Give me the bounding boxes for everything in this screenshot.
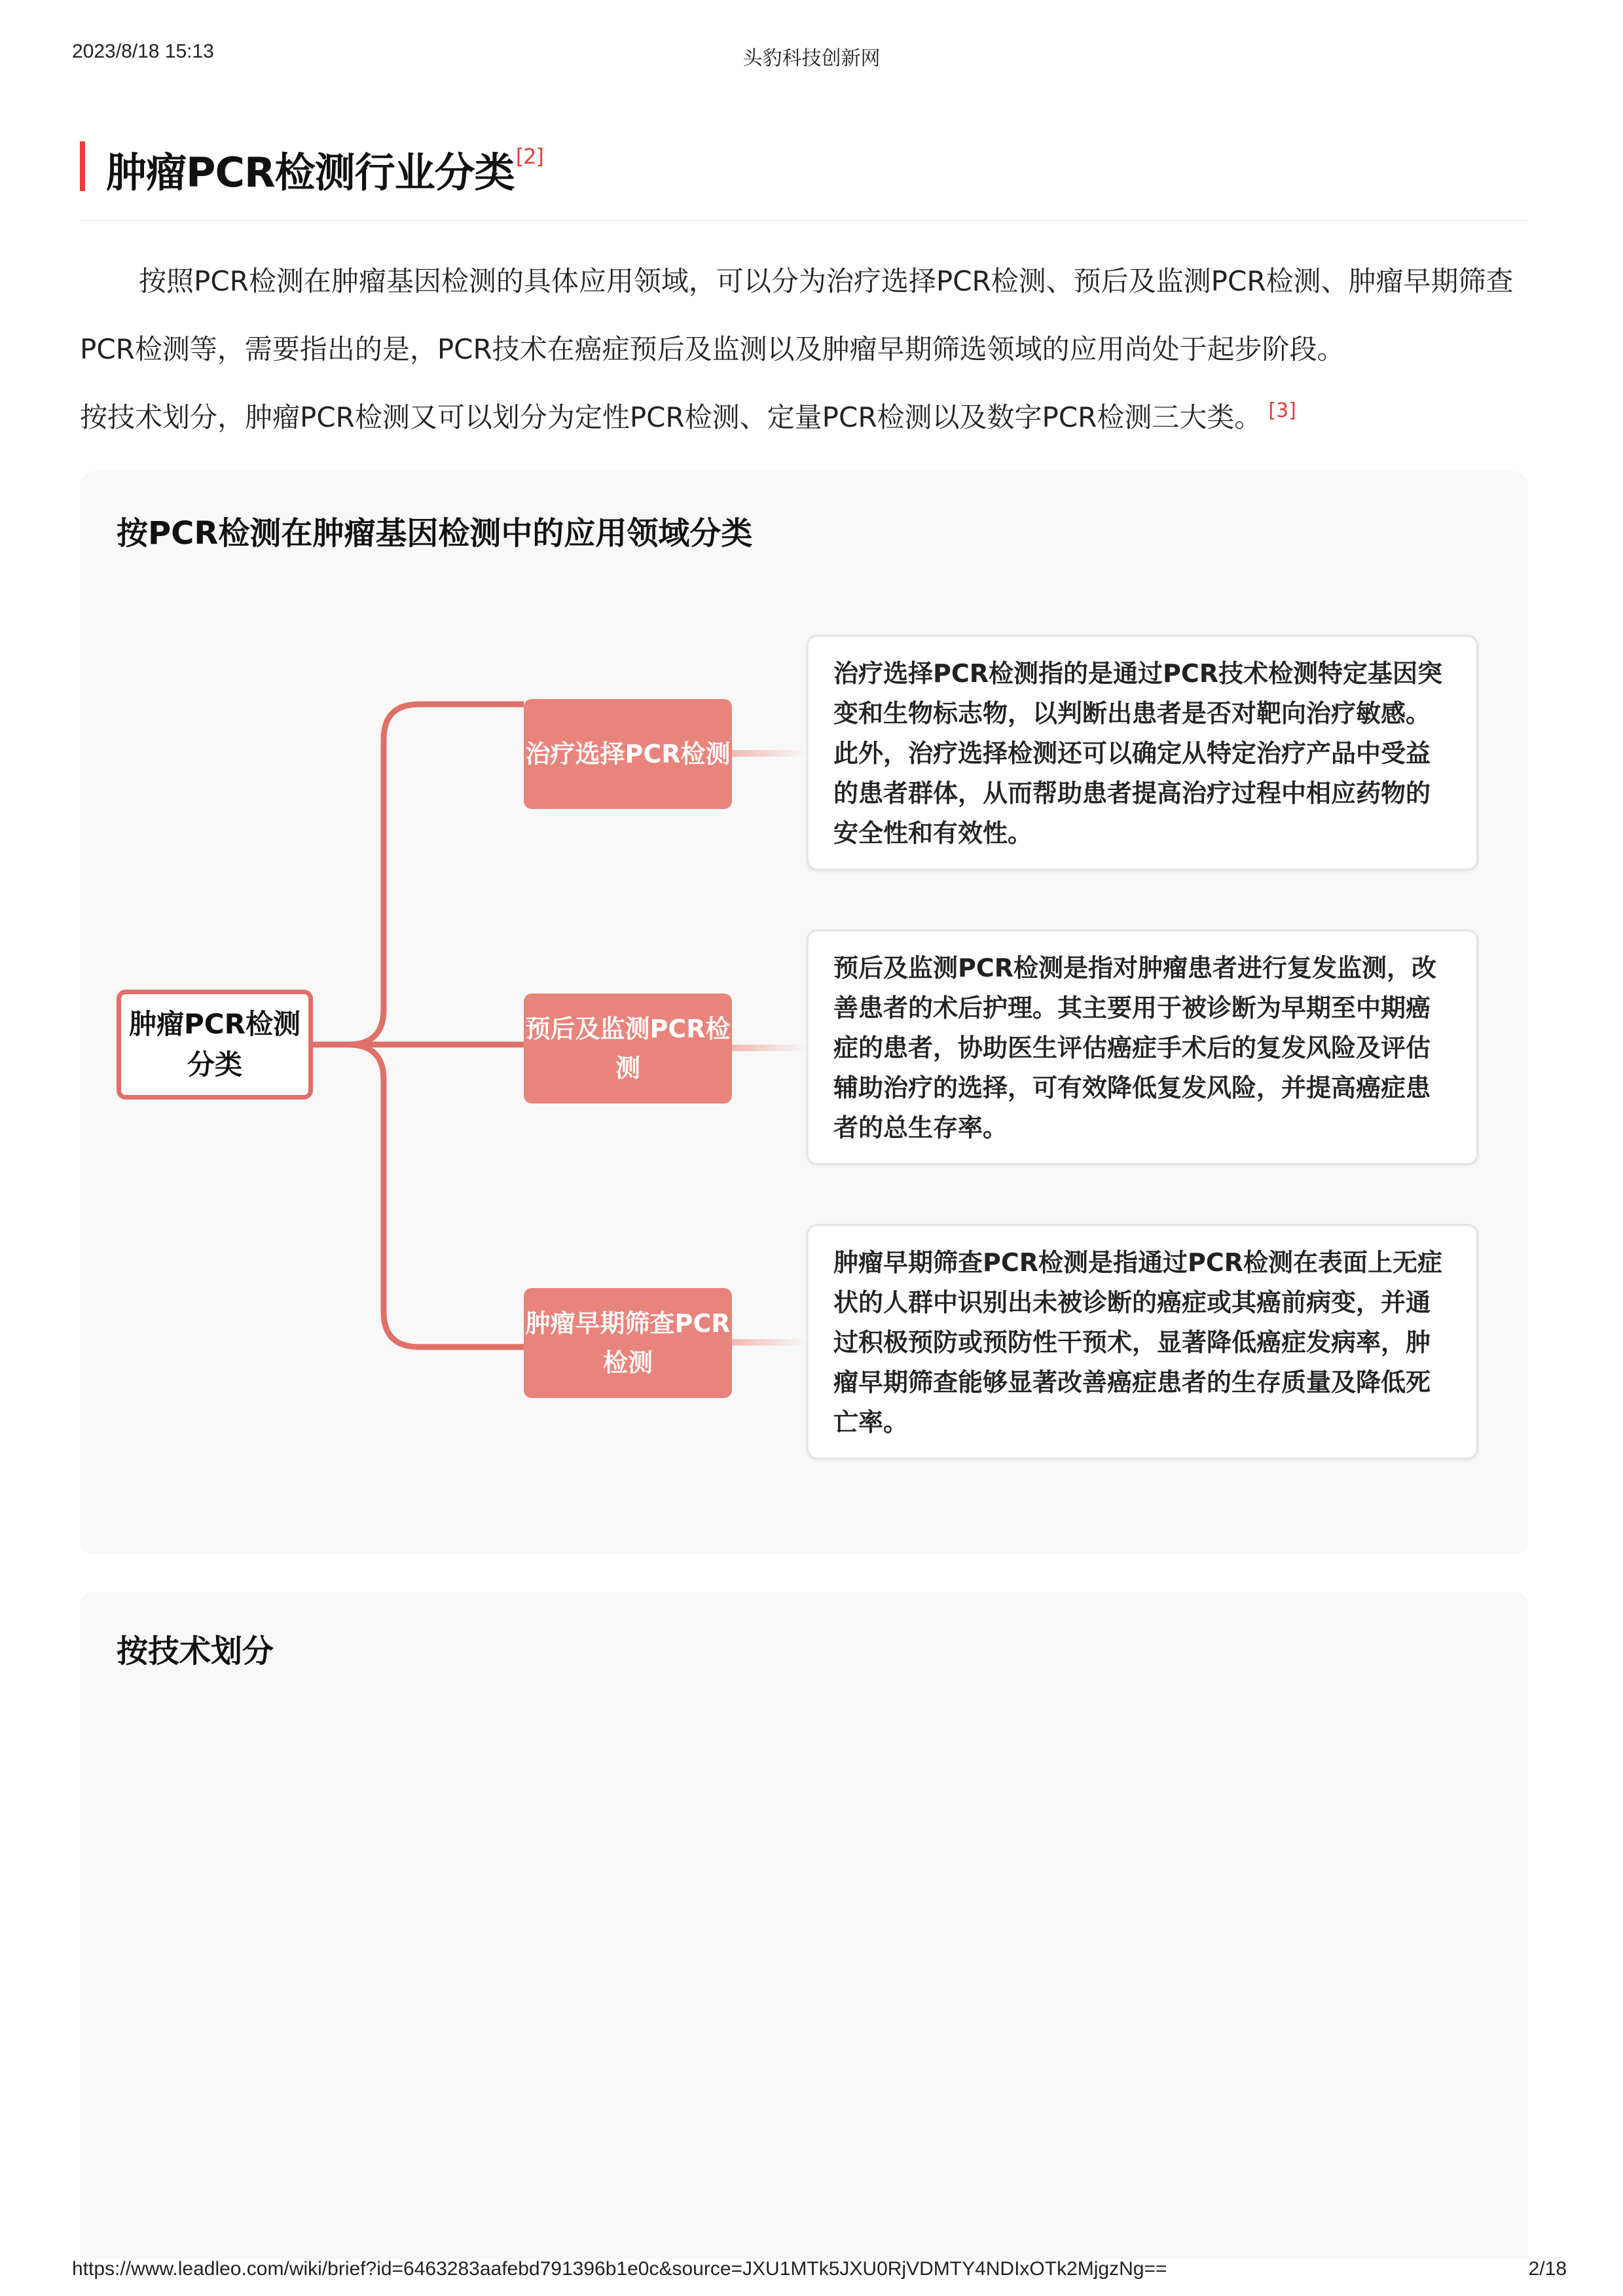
print-datetime: 2023/8/18 15:13: [72, 41, 214, 62]
mindmap-detail-box: 预后及监测PCR检测是指对肿瘤患者进行复发监测，改善患者的术后护理。其主要用于被诊断为早期至中期癌症的患者，协助医生评估癌症手术后的复发风险及评估辅助治疗的选择，可有效降低复发风险，并提高癌症患者的总生存率。: [807, 929, 1478, 1165]
mindmap-branch-node: 治疗选择PCR检测: [524, 699, 732, 809]
connector-branch-3-detail: [732, 1339, 807, 1346]
mindmap-detail-box: 治疗选择PCR检测指的是通过PCR技术检测特定基因突变和生物标志物，以判断出患者是否对靶向治疗敏感。此外，治疗选择检测还可以确定从特定治疗产品中受益的患者群体，从而帮助患者提高治疗过程中相应药物的安全性和有效性。: [807, 635, 1478, 870]
intro-paragraph-2: [80, 384, 1533, 452]
section-accent-bar: [80, 141, 85, 191]
intro-paragraph-1: 按照PCR检测在肿瘤基因检测的具体应用领域，可以分为治疗选择PCR检测、预后及监测PCR检测、肿瘤早期筛查PCR检测等，需要指出的是，PCR技术在癌症预后及监测以及肿瘤早期筛选领域的应用尚处于起步阶段。: [80, 265, 1514, 365]
connector-branch-1-detail: [732, 750, 807, 757]
mindmap-branch-node: 预后及监测PCR检测: [524, 994, 732, 1103]
connector-branch-2-detail: [732, 1045, 807, 1051]
mindmap-detail-box: 肿瘤早期筛查PCR检测是指通过PCR检测在表面上无症状的人群中识别出未被诊断的癌症或其癌前病变，并通过积极预防或预防性干预术，显著降低癌症发病率，肿瘤早期筛查能够显著改善癌症患者的生存质量及降低死亡率。: [807, 1224, 1478, 1460]
intro-paragraph-2-text: 按技术划分，肿瘤PCR检测又可以划分为定性PCR检测、定量PCR检测以及数字PCR检测三大类。: [80, 401, 1262, 433]
page-number: 2/18: [1528, 2258, 1567, 2280]
technology-card-title: 按技术划分: [117, 1633, 274, 1670]
section-title-text: 肿瘤PCR检测行业分类: [106, 149, 515, 196]
mindmap-card: [80, 471, 1528, 1554]
section-title: [106, 140, 543, 198]
intro-paragraph-2-ref[interactable]: [3]: [1268, 399, 1296, 422]
section-divider: [80, 220, 1528, 221]
mindmap-card-title: 按PCR检测在肿瘤基因检测中的应用领域分类: [117, 515, 753, 552]
connector-root-branch-1: [313, 704, 524, 1045]
connector-root-branch-3: [313, 1045, 524, 1347]
site-name: 头豹科技创新网: [742, 48, 881, 69]
intro-text: [80, 247, 1533, 452]
technology-card: [80, 1592, 1528, 2259]
mindmap-branch-node: 肿瘤早期筛查PCR检测: [524, 1288, 732, 1398]
page-url: https://www.leadleo.com/wiki/brief?id=6463283aafebd791396b1e0c&source=JXU1MTk5JXU0RjVDMTY4NDIxOTk2MjgzNg==: [72, 2258, 1167, 2280]
mindmap-root-node: 肿瘤PCR检测分类: [117, 990, 313, 1100]
section-title-ref[interactable]: [2]: [515, 144, 544, 169]
